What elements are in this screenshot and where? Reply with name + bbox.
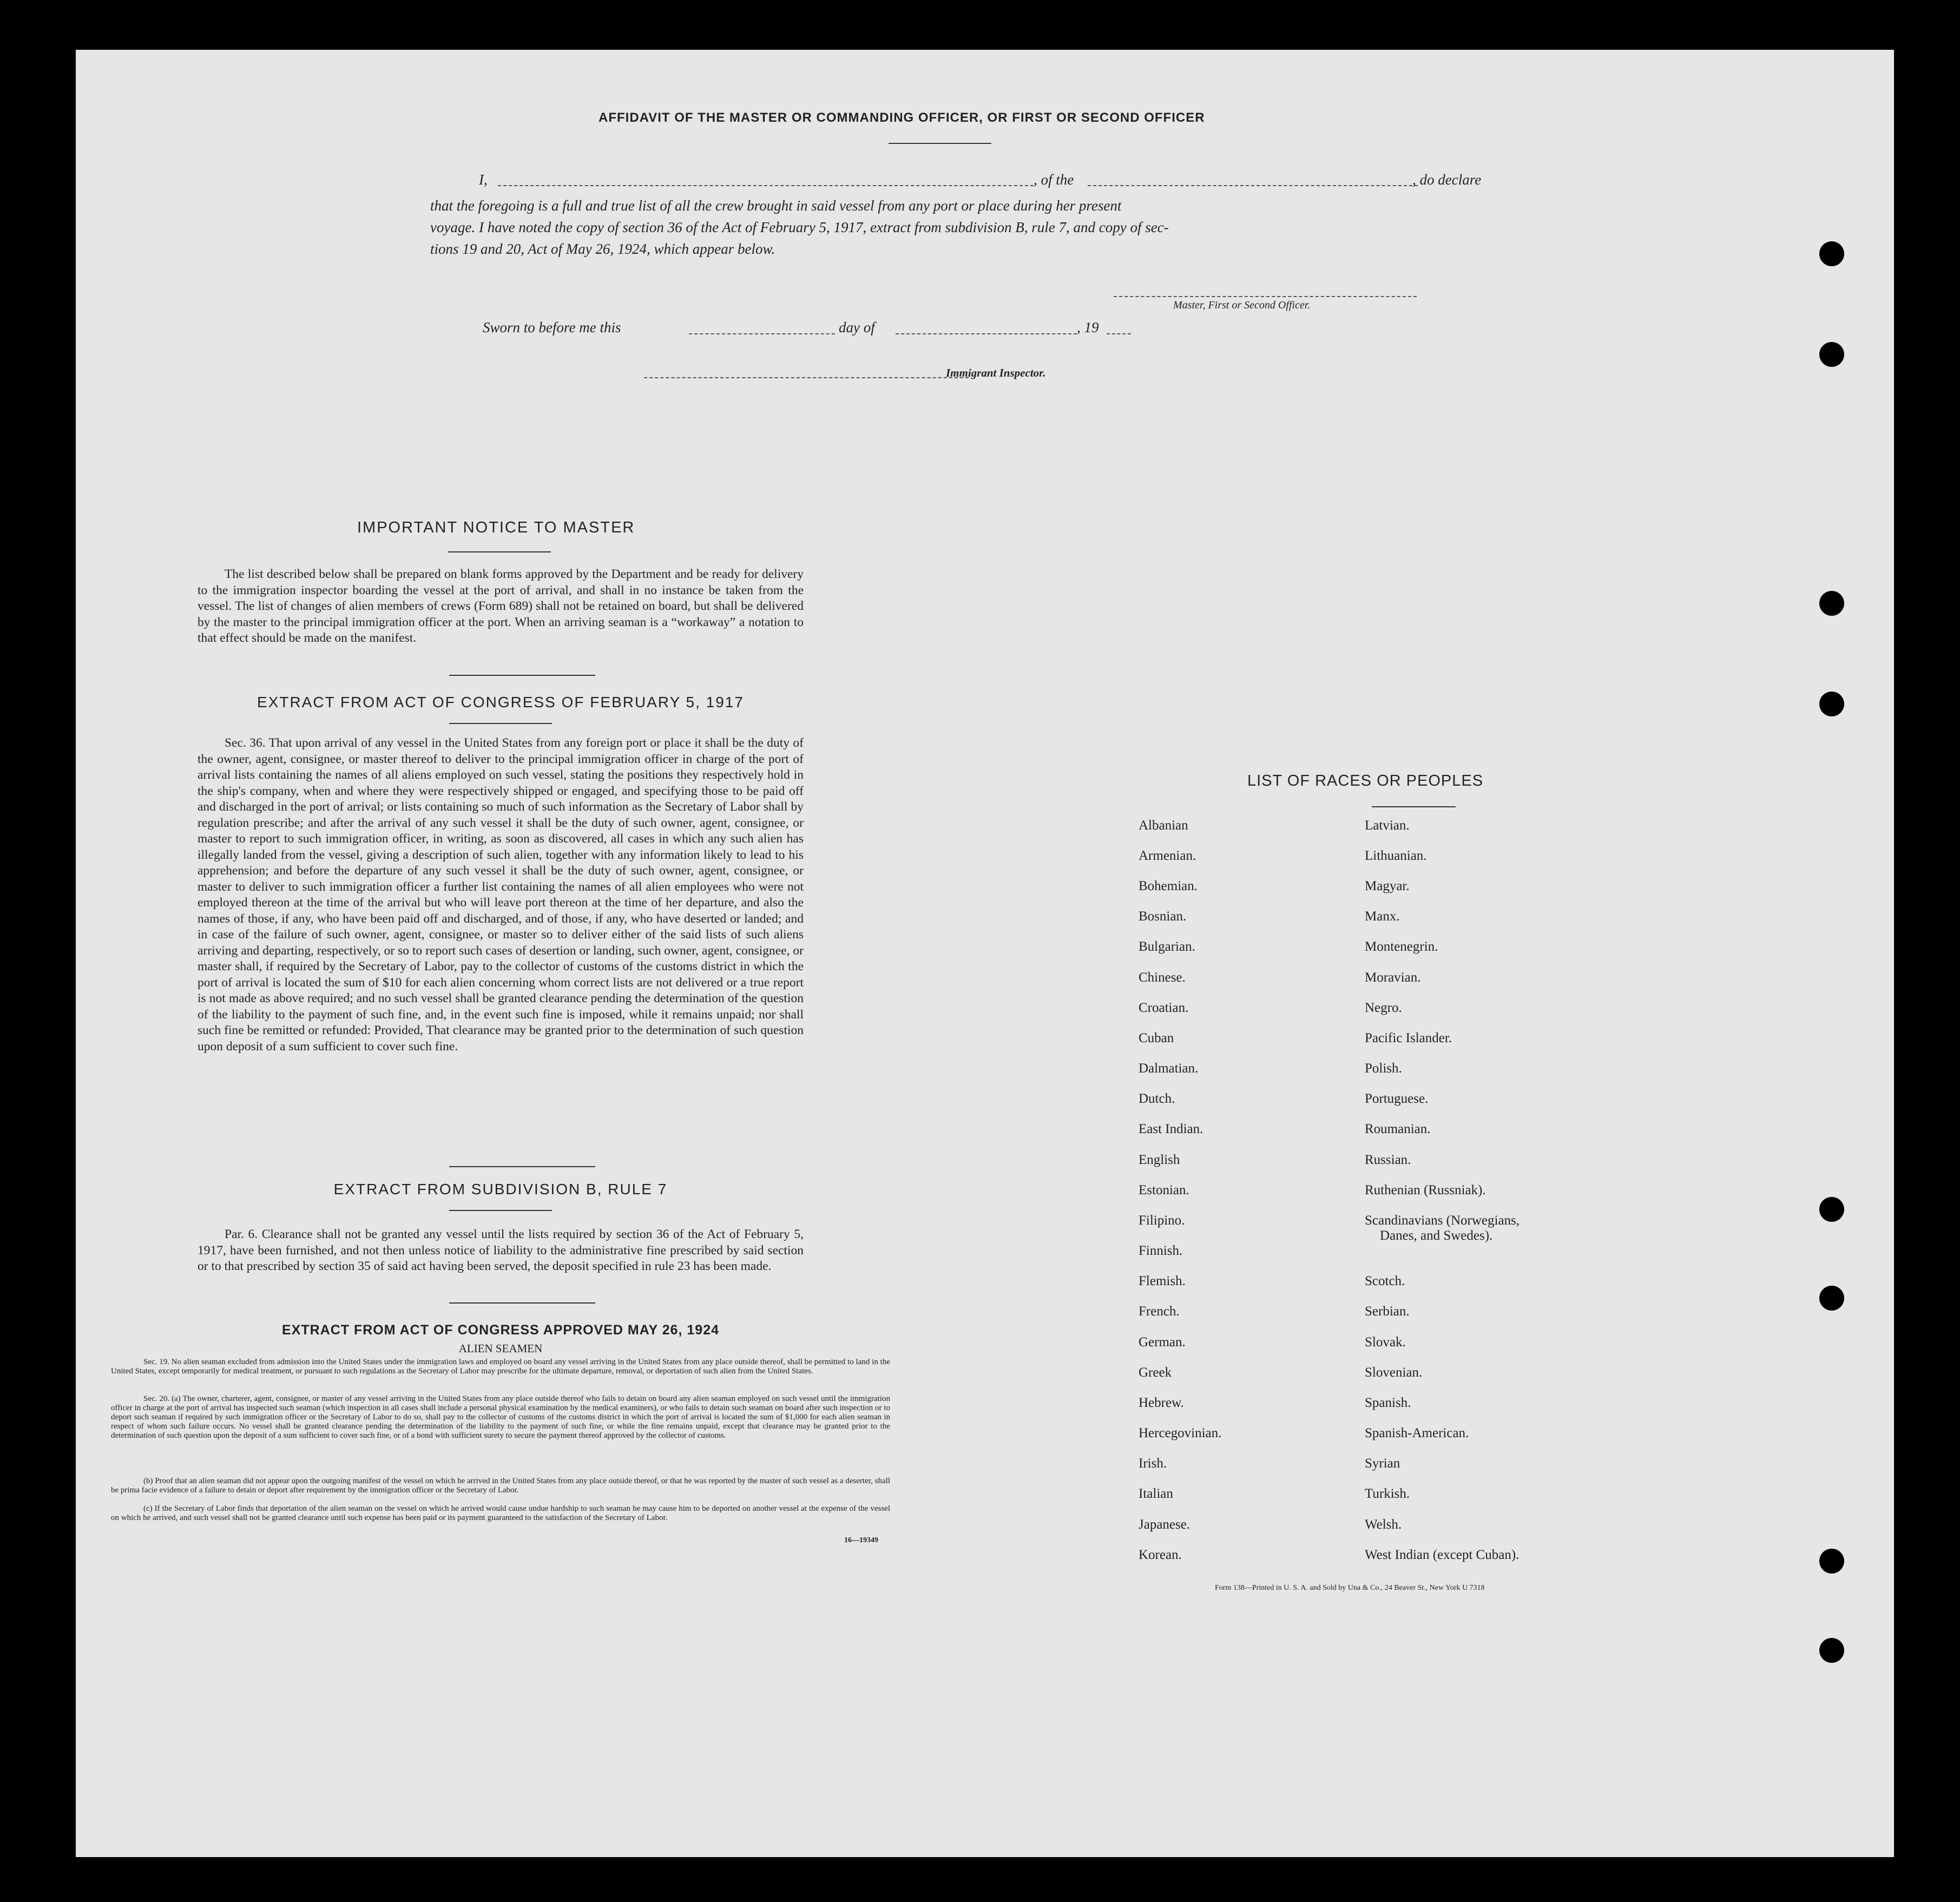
punch-hole <box>1819 1197 1844 1222</box>
act-1917-title: EXTRACT FROM ACT OF CONGRESS OF FEBRUARY 5, 1917 <box>257 694 744 710</box>
affidavit-line-2: that the foregoing is a full and true list of all the crew brought in said vessel from any port or place during her present <box>430 198 1122 214</box>
race-item: Japanese. <box>1139 1517 1191 1532</box>
notice-rule <box>448 551 551 552</box>
race-item: Turkish. <box>1365 1486 1410 1501</box>
rule-7-rule <box>449 1210 552 1211</box>
title-rule <box>889 143 991 144</box>
race-item: Dalmatian. <box>1139 1061 1199 1076</box>
race-item: Ruthenian (Russniak). <box>1365 1183 1486 1197</box>
sworn-day-of: day of <box>839 319 875 335</box>
race-item: Magyar. <box>1365 879 1410 893</box>
notice-text: The list described below shall be prepared on blank forms approved by the Department and be ready for delivery to the immigration inspector boarding the vessel at the port of arrival, and shall in no instance be taken from the vessel. The list of changes of alien members of crews (Form 689) shall not be retained on board, but shall be delivered by the master to the principal immigration officer at the port. When an arriving seaman is a “workaway” a notation to that effect should be made on the manifest. <box>198 567 804 645</box>
inspector-label: Immigrant Inspector. <box>946 366 1046 379</box>
race-item: Serbian. <box>1365 1304 1410 1319</box>
punch-hole <box>1819 692 1844 716</box>
race-item: Slovak. <box>1365 1335 1406 1350</box>
rule-7-text: Par. 6. Clearance shall not be granted any vessel until the lists required by section 36 of the Act of February 5, 1917, have been furnished, and not then unless notice of liability to the administrative fine prescribed by said section or to that prescribed by section 35 of said act having been served, the deposit specified in rule 23 has been made. <box>198 1227 804 1273</box>
affidavit-i: I, <box>479 172 488 188</box>
race-item: East Indian. <box>1139 1122 1203 1136</box>
race-item: English <box>1139 1153 1180 1167</box>
race-item: Finnish. <box>1139 1243 1183 1258</box>
punch-hole <box>1819 1549 1844 1574</box>
race-item: Greek <box>1139 1365 1172 1380</box>
race-item: Pacific Islander. <box>1365 1031 1452 1045</box>
sec-19-text: Sec. 19. No alien seaman excluded from admission into the United States under the immigration laws and employed on board any vessel arriving in the United States from any place outside thereof, shall be permitted to land in the United States, except temporarily for medical treatment, or pursuant to such regulations as the Secretary of Labor may prescribe for the ultimate departure, removal, or deportation of such alien from the United States. <box>111 1358 890 1376</box>
sworn-year: , 19 <box>1077 319 1099 335</box>
act-1917-text: Sec. 36. That upon arrival of any vessel in the United States from any foreign port or place it shall be the duty of the owner, agent, consignee, or master thereof to deliver to the principal immigration officer in charge of the port of arrival lists containing the names of all aliens employed on such vessel, stating the positions they respectively hold in the ship's company, when and where they were respectively shipped or engaged, and specifying those to be paid off and discharged in the port of arrival; or lists containing so much of such information as the Secretary of Labor shall by regulation prescribe; and after the arrival of any such vessel it shall be the duty of such owner, agent, consignee, or master to report to such immigration officer, in writing, as soon as discovered, all cases in which any such alien has illegally landed from the vessel, giving a description of such alien, together with any information likely to lead to his apprehension; and before the departure of any such vessel it shall be the duty of such owner, agent, consignee, or master to deliver to such immigration officer a further list containing the names of all alien employees who were not employed thereon at the time of the arrival but who will leave port thereon at the time of her departure, and also the names of those, if any, who have been paid off and discharged, and of those, if any, who have deserted or landed; and in case of the failure of such owner, agent, consignee, or master so to deliver either of the said lists of such aliens arriving and departing, respectively, or so to report such cases of desertion or landing, such owner, agent, consignee, or master shall, if required by the Secretary of Labor, pay to the collector of customs of the customs district in which the port of arrival is located the sum of $10 for each alien concerning whom correct lists are not delivered or a true report is not made as above required; and no such vessel shall be granted clearance pending the determination of the question of the liability to the payment of such fine, and, in the event such fine is imposed, while it remains unpaid; nor shall such fine be remitted or refunded: Provided, That clearance may be granted prior to the determination of such question upon deposit of a sum sufficient to cover such fine. <box>198 736 804 1054</box>
sec-20a-text: Sec. 20. (a) The owner, charterer, agent, consignee, or master of any vessel arriving in the United States from any place outside thereof who fails to detain on board any alien seaman employed on such vessel until the immigration officer in charge at the port of arrival has inspected such seaman (which inspection in all cases shall include a personal physical examination by the medical examiners), or who fails to detain such seaman on board after such inspection or to deport such seaman if required by such immigration officer or the Secretary of Labor to do so, shall pay to the collector of customs of the customs district in which the port of arrival is located the sum of $1,000 for each alien seaman in respect of whom such failure occurs. No vessel shall be granted clearance pending the determination of the liability to the payment of such fine, or while the fine remains unpaid, except that clearance may be granted prior to the determination of such question upon the deposit of a sum sufficient to cover such fine, or of a bond with sufficient surety to secure the payment thereof approved by the collector of customs. <box>111 1394 890 1440</box>
form-page <box>76 50 1894 1857</box>
race-item: Flemish. <box>1139 1274 1186 1288</box>
race-item: Welsh. <box>1365 1517 1402 1532</box>
race-item: German. <box>1139 1335 1186 1350</box>
race-item: Hercegovinian. <box>1139 1426 1222 1440</box>
race-item: Portuguese. <box>1365 1091 1429 1106</box>
race-item: Dutch. <box>1139 1091 1175 1106</box>
sec-20c-text: (c) If the Secretary of Labor finds that deportation of the alien seaman on the vessel on which he arrived would cause undue hardship to such seaman he may cause him to be deported on another vessel at the expense of the vessel on which he arrived, and such vessel shall not be granted clearance until such expense has been paid or its payment guaranteed to the satisfaction of the Secretary of Labor. <box>111 1504 890 1522</box>
separator-rule-2 <box>449 1166 595 1167</box>
races-rule <box>1372 806 1456 807</box>
race-item: Chinese. <box>1139 970 1186 985</box>
rule-7-title: EXTRACT FROM SUBDIVISION B, RULE 7 <box>333 1181 668 1197</box>
race-item: Scotch. <box>1365 1274 1405 1288</box>
race-item: Montenegrin. <box>1365 939 1438 954</box>
race-item: Negro. <box>1365 1001 1402 1015</box>
signature-label: Master, First or Second Officer. <box>1173 299 1311 311</box>
punch-hole <box>1819 241 1844 266</box>
race-item: Korean. <box>1139 1548 1182 1562</box>
punch-hole <box>1819 1286 1844 1311</box>
act-1917-rule <box>449 723 552 724</box>
race-item: Spanish. <box>1365 1396 1411 1410</box>
act-1924-subtitle: ALIEN SEAMEN <box>458 1342 543 1355</box>
race-item: Filipino. <box>1139 1213 1185 1228</box>
inspector-signature-line[interactable] <box>644 377 969 378</box>
affidavit-declare: , do declare <box>1412 172 1482 188</box>
race-item: Spanish-American. <box>1365 1426 1469 1440</box>
sworn-year-field[interactable] <box>1107 333 1131 334</box>
race-item: Estonian. <box>1139 1183 1189 1197</box>
affidavit-of-the: , of the <box>1034 172 1074 188</box>
master-name-field[interactable] <box>498 185 1034 186</box>
printer-footer: Form 138—Printed in U. S. A. and Sold by Una & Co., 24 Beaver St., New York U 7318 <box>1215 1584 1485 1592</box>
affidavit-line-3: voyage. I have noted the copy of section 36 of the Act of February 5, 1917, extract from subdivision B, rule 7, and copy of sec- <box>430 219 1169 235</box>
race-item: French. <box>1139 1304 1180 1319</box>
race-item: Scandinavians (Norwegians, <box>1365 1213 1520 1228</box>
race-item: Manx. <box>1365 909 1400 924</box>
affidavit-title: AFFIDAVIT OF THE MASTER OR COMMANDING OFFICER, OR FIRST OR SECOND OFFICER <box>598 110 1205 125</box>
races-title: LIST OF RACES OR PEOPLES <box>1247 772 1484 789</box>
sworn-text: Sworn to before me this <box>483 319 621 335</box>
separator-rule <box>449 675 595 676</box>
punch-hole <box>1819 591 1844 616</box>
punch-hole <box>1819 1638 1844 1663</box>
race-item: Bohemian. <box>1139 879 1198 893</box>
signature-line[interactable] <box>1114 296 1417 297</box>
race-item: Roumanian. <box>1365 1122 1431 1136</box>
punch-hole <box>1819 342 1844 367</box>
vessel-name-field[interactable] <box>1088 185 1418 186</box>
form-code: 16—19349 <box>844 1536 878 1544</box>
race-item: Moravian. <box>1365 970 1421 985</box>
act-1924-title: EXTRACT FROM ACT OF CONGRESS APPROVED MAY 26, 1924 <box>281 1322 720 1338</box>
race-item: Bulgarian. <box>1139 939 1195 954</box>
race-item: Italian <box>1139 1486 1173 1501</box>
race-item: Bosnian. <box>1139 909 1187 924</box>
race-item: Cuban <box>1139 1031 1174 1045</box>
race-item: Croatian. <box>1139 1001 1189 1015</box>
notice-title: IMPORTANT NOTICE TO MASTER <box>357 519 635 536</box>
separator-rule-3 <box>449 1302 595 1304</box>
affidavit-line-4: tions 19 and 20, Act of May 26, 1924, which appear below. <box>430 241 775 257</box>
race-item: Polish. <box>1365 1061 1402 1076</box>
sworn-day-field[interactable] <box>689 333 835 334</box>
race-item: Latvian. <box>1365 818 1410 833</box>
sec-20b-text: (b) Proof that an alien seaman did not appear upon the outgoing manifest of the vessel on which he arrived in the United States from any place outside thereof, or that he was reported by the master of such vessel as a deserter, shall be prima facie evidence of a failure to detain or deport after requirement by the immigration officer or the Secretary of Labor. <box>111 1477 890 1495</box>
race-item: Slovenian. <box>1365 1365 1423 1380</box>
race-item: Syrian <box>1365 1456 1400 1471</box>
race-item: Irish. <box>1139 1456 1167 1471</box>
race-item: Danes, and Swedes). <box>1380 1228 1493 1243</box>
race-item: Russian. <box>1365 1153 1411 1167</box>
sworn-month-field[interactable] <box>896 333 1077 334</box>
race-item: West Indian (except Cuban). <box>1365 1548 1520 1562</box>
race-item: Albanian <box>1139 818 1188 833</box>
race-item: Armenian. <box>1139 848 1196 863</box>
race-item: Lithuanian. <box>1365 848 1427 863</box>
race-item: Hebrew. <box>1139 1396 1184 1410</box>
